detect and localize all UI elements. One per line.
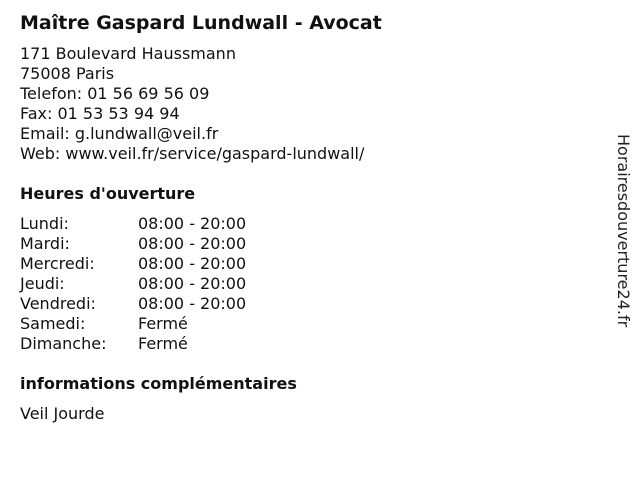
opening-hours-heading: Heures d'ouverture [20, 184, 196, 203]
hours-row-monday [20, 214, 246, 234]
hours-row-sunday [20, 334, 246, 354]
day-label: Mercredi: [20, 254, 95, 273]
address-city: 75008 Paris [20, 64, 115, 83]
day-label: Mardi: [20, 234, 70, 253]
day-label: Dimanche: [20, 334, 107, 353]
site-watermark: Horairesdouverture24.fr [614, 134, 633, 328]
day-label: Samedi: [20, 314, 86, 333]
day-label: Lundi: [20, 214, 69, 233]
email-line: Email: g.lundwall@veil.fr [20, 124, 219, 143]
address-street: 171 Boulevard Haussmann [20, 44, 236, 63]
opening-hours-table [20, 214, 246, 354]
hours-row-tuesday [20, 234, 246, 254]
phone-line: Telefon: 01 56 69 56 09 [20, 84, 210, 103]
time-value: Fermé [138, 314, 188, 333]
hours-row-thursday [20, 274, 246, 294]
time-value: Fermé [138, 334, 188, 353]
time-value: 08:00 - 20:00 [138, 294, 247, 313]
contact-block [20, 44, 364, 164]
hours-row-wednesday [20, 254, 246, 274]
web-line: Web: www.veil.fr/service/gaspard-lundwall/ [20, 144, 365, 163]
time-value: 08:00 - 20:00 [138, 254, 247, 273]
day-label: Vendredi: [20, 294, 96, 313]
day-label: Jeudi: [20, 274, 65, 293]
hours-row-saturday [20, 314, 246, 334]
time-value: 08:00 - 20:00 [138, 214, 247, 233]
hours-row-friday [20, 294, 246, 314]
page-title: Maître Gaspard Lundwall - Avocat [20, 12, 382, 34]
time-value: 08:00 - 20:00 [138, 234, 247, 253]
fax-line: Fax: 01 53 53 94 94 [20, 104, 180, 123]
additional-info-text: Veil Jourde [20, 404, 105, 423]
time-value: 08:00 - 20:00 [138, 274, 247, 293]
additional-info-heading: informations complémentaires [20, 374, 297, 393]
